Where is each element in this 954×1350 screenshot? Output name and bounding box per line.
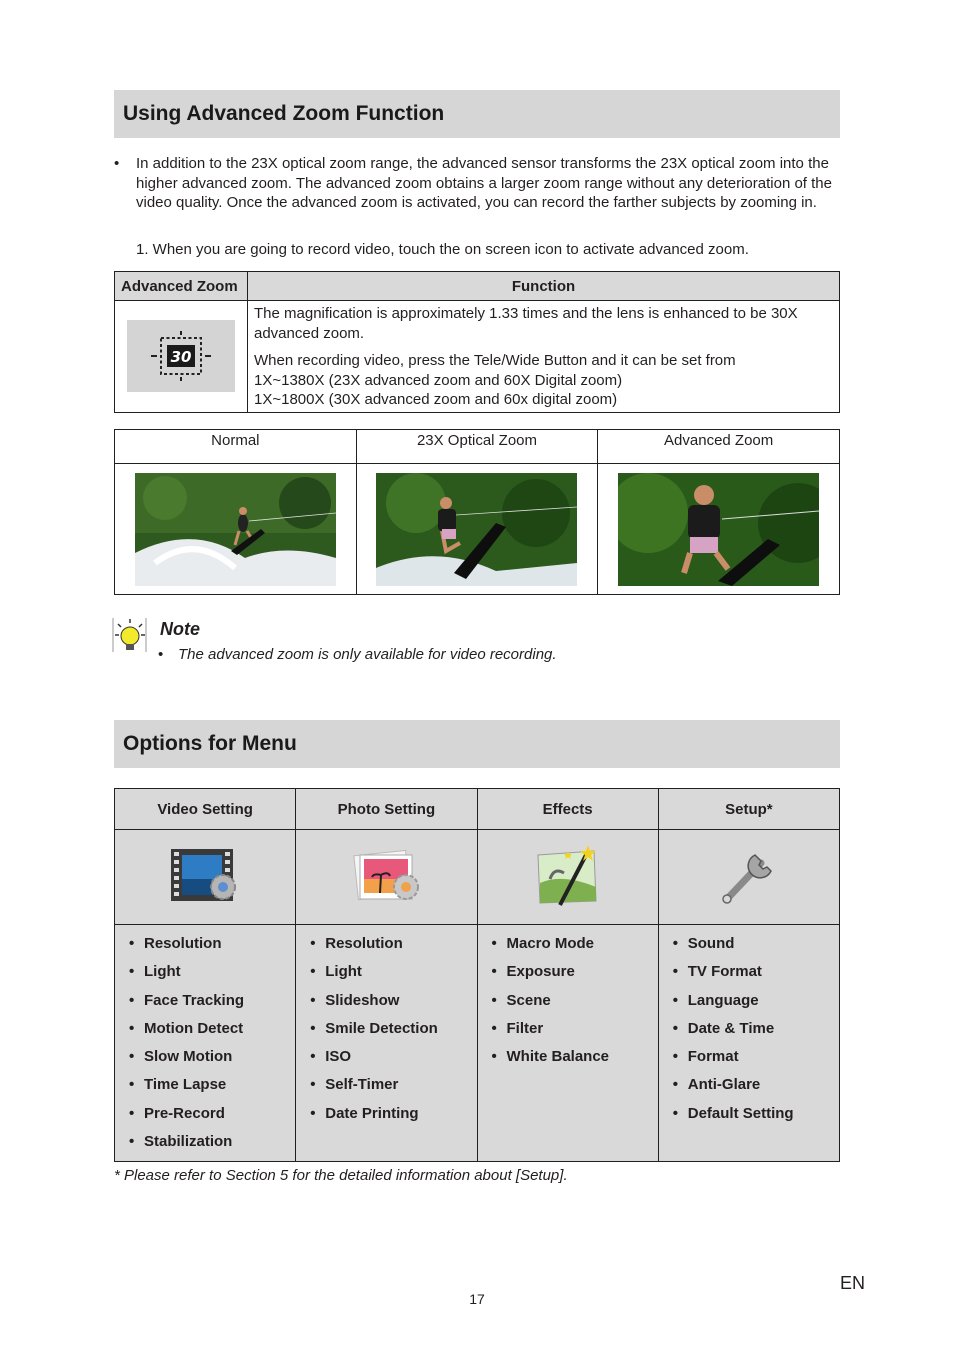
compare-header-normal: Normal xyxy=(115,430,357,464)
menu-option-item: • Anti-Glare xyxy=(673,1075,839,1103)
wrench-setup-icon xyxy=(717,843,781,907)
menu-option-item: • Sound xyxy=(673,934,839,962)
setup-icon-cell xyxy=(658,830,839,925)
section-title-zoom: Using Advanced Zoom Function xyxy=(114,90,840,138)
menu-option-item: • Self-Timer xyxy=(310,1075,476,1103)
zoom-function-description xyxy=(248,301,840,413)
photo-normal-cell xyxy=(115,464,357,595)
photo-optical-cell xyxy=(356,464,598,595)
note-item xyxy=(158,646,557,663)
lightbulb-note-icon xyxy=(112,618,148,654)
menu-option-item: • Motion Detect xyxy=(129,1019,295,1047)
header-video-setting: Video Setting xyxy=(115,789,296,830)
photo-setting-icon-cell xyxy=(296,830,477,925)
menu-option-item: • ISO xyxy=(310,1047,476,1075)
zoom-icon-cell xyxy=(115,301,248,413)
compare-header-advanced: Advanced Zoom xyxy=(598,430,840,464)
advanced-zoom-30x-icon xyxy=(149,331,213,381)
photo-setting-options xyxy=(296,925,477,1162)
section-title-menu: Options for Menu xyxy=(114,720,840,768)
effects-options xyxy=(477,925,658,1162)
photo-gear-icon xyxy=(350,845,422,905)
zoom-magnification-text: The magnification is approximately 1.33 times and the lens is enhanced to be 30X advanced zoom. xyxy=(254,305,798,342)
menu-option-item: • Date Printing xyxy=(310,1104,476,1132)
video-setting-options xyxy=(115,925,296,1162)
note-title: Note xyxy=(160,619,200,639)
menu-option-item: • Smile Detection xyxy=(310,1019,476,1047)
menu-option-item: • Date & Time xyxy=(673,1019,839,1047)
svg-text:30: 30 xyxy=(170,348,192,367)
menu-option-item: • Stabilization xyxy=(129,1132,295,1160)
zoom-comparison-table xyxy=(114,429,840,595)
header-effects: Effects xyxy=(477,789,658,830)
menu-option-item: • Slideshow xyxy=(310,991,476,1019)
menu-option-item: • Resolution xyxy=(129,934,295,962)
header-photo-setting: Photo Setting xyxy=(296,789,477,830)
menu-options-table xyxy=(114,788,840,1162)
menu-option-item: • Face Tracking xyxy=(129,991,295,1019)
header-setup: Setup* xyxy=(658,789,839,830)
language-code: EN xyxy=(840,1273,866,1293)
video-setting-icon-cell xyxy=(115,830,296,925)
photo-advanced-cell xyxy=(598,464,840,595)
intro-paragraph xyxy=(114,154,840,213)
menu-option-item: • Light xyxy=(129,962,295,990)
setup-options xyxy=(658,925,839,1162)
page-number: 17 xyxy=(469,1291,485,1307)
menu-option-item: • Macro Mode xyxy=(492,934,658,962)
menu-option-item: • Default Setting xyxy=(673,1104,839,1132)
menu-option-item: • Exposure xyxy=(492,962,658,990)
zoom-recording-text: When recording video, press the Tele/Wide Button and it can be set from 1X~1380X (23X advanced zoom and 60X Digital zoom) 1X~1800X (30X advanced zoom and 60x digital zoom) xyxy=(254,352,736,408)
advanced-zoom-table xyxy=(114,271,840,413)
menu-option-item: • Language xyxy=(673,991,839,1019)
video-film-gear-icon xyxy=(169,845,241,905)
wakeboarder-photo-optical xyxy=(376,473,577,586)
instruction-step: 1. When you are going to record video, touch the on screen icon to activate advanced zoom. xyxy=(136,241,749,258)
setup-footnote: * Please refer to Section 5 for the detailed information about [Setup]. xyxy=(114,1167,568,1184)
compare-header-optical: 23X Optical Zoom xyxy=(356,430,598,464)
advanced-zoom-icon xyxy=(127,320,235,392)
intro-text: In addition to the 23X optical zoom range, the advanced sensor transforms the 23X optical zoom into the higher advanced zoom. The advanced zoom obtains a larger zoom range without any deterioration of the video quality. Once the advanced zoom is activated, you can record the farther subjects by zooming in. xyxy=(136,155,832,211)
wakeboarder-photo-advanced xyxy=(618,473,819,586)
menu-option-item: • Scene xyxy=(492,991,658,1019)
bullet: • xyxy=(114,155,120,172)
header-function: Function xyxy=(248,272,840,301)
effects-icon-cell xyxy=(477,830,658,925)
note-text: The advanced zoom is only available for video recording. xyxy=(178,646,557,663)
menu-option-item: • Filter xyxy=(492,1019,658,1047)
menu-option-item: • Format xyxy=(673,1047,839,1075)
menu-option-item: • Pre-Record xyxy=(129,1104,295,1132)
wakeboarder-photo-normal xyxy=(135,473,336,586)
magic-wand-effects-icon xyxy=(532,843,604,907)
bullet: • xyxy=(158,646,164,663)
menu-option-item: • Slow Motion xyxy=(129,1047,295,1075)
header-advanced-zoom: Advanced Zoom xyxy=(115,272,248,301)
menu-option-item: • White Balance xyxy=(492,1047,658,1075)
menu-option-item: • Light xyxy=(310,962,476,990)
menu-option-item: • Resolution xyxy=(310,934,476,962)
menu-option-item: • Time Lapse xyxy=(129,1075,295,1103)
menu-option-item: • TV Format xyxy=(673,962,839,990)
